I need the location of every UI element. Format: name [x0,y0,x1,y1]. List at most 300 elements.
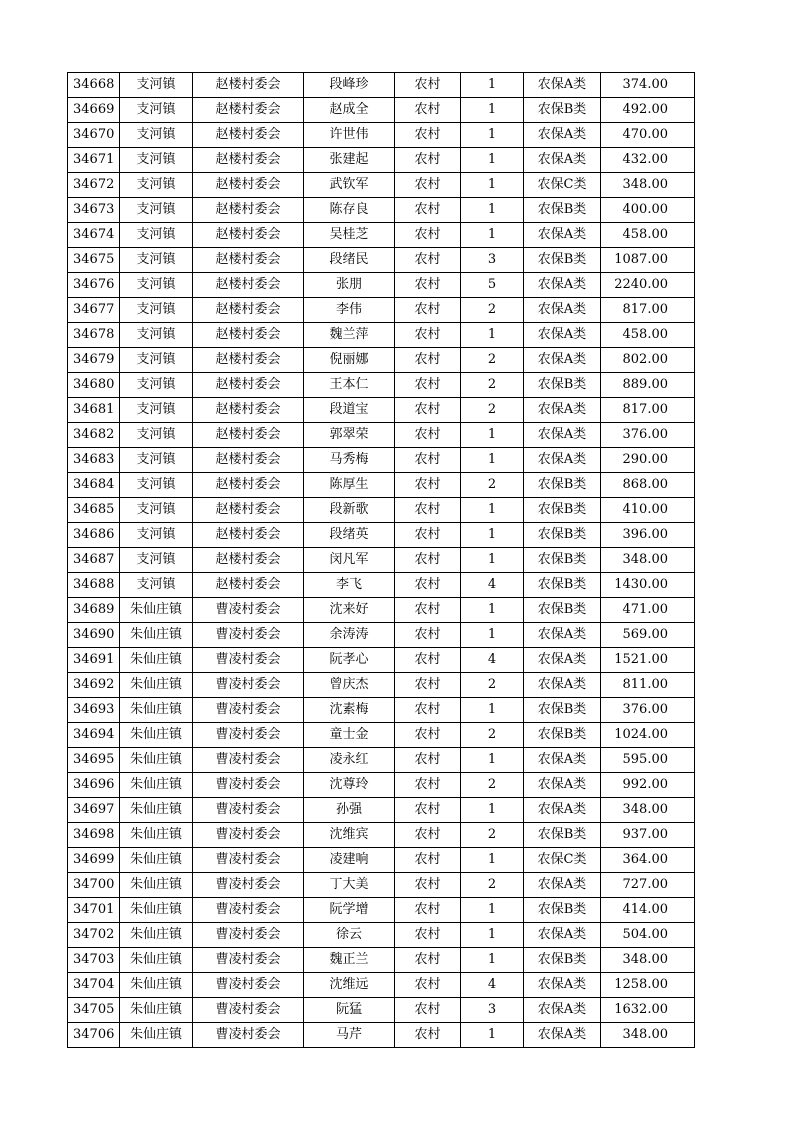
table-row [68,598,695,623]
cell-amount: 1632.00 [601,998,695,1023]
cell-town: 朱仙庄镇 [120,773,193,798]
cell-town: 支河镇 [120,398,193,423]
table-row [68,748,695,773]
cell-town: 支河镇 [120,573,193,598]
cell-village-committee: 赵楼村委会 [193,473,304,498]
cell-amount: 817.00 [601,298,695,323]
cell-amount: 364.00 [601,848,695,873]
cell-name: 沈来好 [304,598,395,623]
cell-row-id: 34687 [68,548,120,573]
cell-name: 段新歌 [304,498,395,523]
cell-name: 曾庆杰 [304,673,395,698]
cell-area-type: 农村 [395,473,461,498]
cell-row-id: 34669 [68,98,120,123]
cell-household-count: 1 [461,523,524,548]
cell-amount: 811.00 [601,673,695,698]
table-row [68,673,695,698]
cell-insurance-category: 农保A类 [524,398,601,423]
cell-household-count: 1 [461,198,524,223]
cell-amount: 376.00 [601,698,695,723]
cell-household-count: 4 [461,973,524,998]
cell-insurance-category: 农保B类 [524,823,601,848]
cell-town: 朱仙庄镇 [120,698,193,723]
cell-village-committee: 赵楼村委会 [193,73,304,98]
cell-insurance-category: 农保B类 [524,548,601,573]
cell-amount: 569.00 [601,623,695,648]
cell-row-id: 34677 [68,298,120,323]
cell-insurance-category: 农保A类 [524,348,601,373]
table-row [68,398,695,423]
cell-insurance-category: 农保C类 [524,848,601,873]
table-row [68,723,695,748]
cell-village-committee: 赵楼村委会 [193,98,304,123]
cell-insurance-category: 农保B类 [524,598,601,623]
cell-insurance-category: 农保B类 [524,523,601,548]
cell-insurance-category: 农保A类 [524,148,601,173]
cell-name: 陈存良 [304,198,395,223]
cell-household-count: 1 [461,698,524,723]
cell-area-type: 农村 [395,348,461,373]
table-row [68,698,695,723]
cell-town: 支河镇 [120,248,193,273]
cell-village-committee: 曹凌村委会 [193,973,304,998]
cell-row-id: 34675 [68,248,120,273]
cell-village-committee: 赵楼村委会 [193,373,304,398]
cell-row-id: 34696 [68,773,120,798]
cell-village-committee: 赵楼村委会 [193,448,304,473]
cell-row-id: 34692 [68,673,120,698]
cell-area-type: 农村 [395,698,461,723]
cell-name: 丁大美 [304,873,395,898]
cell-name: 沈维宾 [304,823,395,848]
cell-insurance-category: 农保A类 [524,623,601,648]
cell-name: 沈维远 [304,973,395,998]
cell-household-count: 1 [461,748,524,773]
cell-name: 闵凡军 [304,548,395,573]
cell-town: 朱仙庄镇 [120,723,193,748]
cell-amount: 868.00 [601,473,695,498]
table-row [68,173,695,198]
cell-village-committee: 曹凌村委会 [193,648,304,673]
cell-area-type: 农村 [395,848,461,873]
cell-name: 赵成全 [304,98,395,123]
cell-household-count: 2 [461,823,524,848]
cell-name: 阮孝心 [304,648,395,673]
cell-village-committee: 曹凌村委会 [193,923,304,948]
cell-area-type: 农村 [395,323,461,348]
cell-insurance-category: 农保B类 [524,373,601,398]
cell-area-type: 农村 [395,523,461,548]
cell-name: 李飞 [304,573,395,598]
cell-village-committee: 赵楼村委会 [193,223,304,248]
cell-amount: 727.00 [601,873,695,898]
table-body [68,73,695,1048]
cell-village-committee: 赵楼村委会 [193,498,304,523]
cell-name: 沈尊玲 [304,773,395,798]
table-row [68,198,695,223]
cell-household-count: 2 [461,673,524,698]
cell-village-committee: 赵楼村委会 [193,273,304,298]
cell-amount: 595.00 [601,748,695,773]
cell-name: 阮猛 [304,998,395,1023]
cell-row-id: 34704 [68,973,120,998]
cell-row-id: 34681 [68,398,120,423]
cell-household-count: 1 [461,223,524,248]
cell-amount: 1087.00 [601,248,695,273]
cell-household-count: 2 [461,723,524,748]
cell-town: 支河镇 [120,448,193,473]
cell-household-count: 2 [461,773,524,798]
cell-name: 张建起 [304,148,395,173]
cell-row-id: 34671 [68,148,120,173]
cell-name: 马芹 [304,1023,395,1048]
cell-name: 凌永红 [304,748,395,773]
cell-area-type: 农村 [395,898,461,923]
cell-row-id: 34700 [68,873,120,898]
cell-insurance-category: 农保A类 [524,673,601,698]
cell-row-id: 34702 [68,923,120,948]
cell-amount: 374.00 [601,73,695,98]
cell-village-committee: 赵楼村委会 [193,348,304,373]
cell-name: 倪丽娜 [304,348,395,373]
cell-household-count: 1 [461,448,524,473]
cell-amount: 348.00 [601,173,695,198]
cell-village-committee: 曹凌村委会 [193,773,304,798]
table-row [68,473,695,498]
cell-area-type: 农村 [395,123,461,148]
cell-amount: 1258.00 [601,973,695,998]
cell-area-type: 农村 [395,298,461,323]
cell-household-count: 1 [461,73,524,98]
cell-name: 王本仁 [304,373,395,398]
cell-name: 阮学增 [304,898,395,923]
cell-town: 朱仙庄镇 [120,998,193,1023]
cell-town: 朱仙庄镇 [120,973,193,998]
cell-amount: 2240.00 [601,273,695,298]
cell-town: 支河镇 [120,123,193,148]
table-row [68,523,695,548]
cell-row-id: 34694 [68,723,120,748]
cell-household-count: 2 [461,398,524,423]
cell-area-type: 农村 [395,398,461,423]
cell-amount: 432.00 [601,148,695,173]
cell-insurance-category: 农保B类 [524,723,601,748]
cell-village-committee: 赵楼村委会 [193,248,304,273]
cell-name: 段峰珍 [304,73,395,98]
table-row [68,248,695,273]
cell-area-type: 农村 [395,573,461,598]
cell-name: 孙强 [304,798,395,823]
cell-town: 朱仙庄镇 [120,623,193,648]
cell-town: 朱仙庄镇 [120,923,193,948]
cell-name: 段绪英 [304,523,395,548]
cell-row-id: 34698 [68,823,120,848]
table-row [68,923,695,948]
cell-town: 支河镇 [120,523,193,548]
cell-amount: 348.00 [601,548,695,573]
table-row [68,798,695,823]
cell-insurance-category: 农保A类 [524,223,601,248]
cell-row-id: 34670 [68,123,120,148]
cell-village-committee: 曹凌村委会 [193,598,304,623]
cell-area-type: 农村 [395,248,461,273]
cell-insurance-category: 农保B类 [524,198,601,223]
cell-insurance-category: 农保B类 [524,498,601,523]
table-row [68,773,695,798]
cell-row-id: 34686 [68,523,120,548]
cell-name: 余涛涛 [304,623,395,648]
cell-amount: 396.00 [601,523,695,548]
table-row [68,73,695,98]
table-row [68,898,695,923]
cell-amount: 290.00 [601,448,695,473]
table-row [68,998,695,1023]
cell-village-committee: 曹凌村委会 [193,1023,304,1048]
cell-name: 沈素梅 [304,698,395,723]
cell-town: 朱仙庄镇 [120,798,193,823]
cell-area-type: 农村 [395,173,461,198]
cell-insurance-category: 农保A类 [524,773,601,798]
cell-village-committee: 曹凌村委会 [193,823,304,848]
cell-insurance-category: 农保A类 [524,423,601,448]
cell-village-committee: 赵楼村委会 [193,173,304,198]
cell-insurance-category: 农保A类 [524,923,601,948]
cell-town: 朱仙庄镇 [120,748,193,773]
cell-town: 朱仙庄镇 [120,823,193,848]
table-row [68,448,695,473]
cell-area-type: 农村 [395,798,461,823]
cell-household-count: 1 [461,323,524,348]
cell-village-committee: 赵楼村委会 [193,123,304,148]
table-row [68,148,695,173]
cell-row-id: 34688 [68,573,120,598]
cell-amount: 1024.00 [601,723,695,748]
cell-area-type: 农村 [395,923,461,948]
cell-insurance-category: 农保B类 [524,698,601,723]
cell-household-count: 1 [461,923,524,948]
cell-name: 段道宝 [304,398,395,423]
table-row [68,348,695,373]
cell-row-id: 34668 [68,73,120,98]
cell-insurance-category: 农保A类 [524,298,601,323]
cell-village-committee: 曹凌村委会 [193,673,304,698]
cell-row-id: 34680 [68,373,120,398]
cell-row-id: 34672 [68,173,120,198]
cell-insurance-category: 农保A类 [524,873,601,898]
table-row [68,1023,695,1048]
cell-area-type: 农村 [395,448,461,473]
cell-name: 魏正兰 [304,948,395,973]
cell-row-id: 34679 [68,348,120,373]
cell-household-count: 4 [461,573,524,598]
cell-insurance-category: 农保A类 [524,998,601,1023]
cell-amount: 400.00 [601,198,695,223]
cell-village-committee: 赵楼村委会 [193,148,304,173]
cell-name: 郭翠荣 [304,423,395,448]
table-row [68,323,695,348]
cell-row-id: 34690 [68,623,120,648]
cell-name: 段绪民 [304,248,395,273]
cell-name: 吴桂芝 [304,223,395,248]
cell-insurance-category: 农保A类 [524,123,601,148]
cell-village-committee: 曹凌村委会 [193,873,304,898]
table-row [68,548,695,573]
cell-insurance-category: 农保B类 [524,898,601,923]
cell-household-count: 2 [461,373,524,398]
cell-amount: 1521.00 [601,648,695,673]
cell-amount: 471.00 [601,598,695,623]
cell-village-committee: 赵楼村委会 [193,423,304,448]
cell-area-type: 农村 [395,998,461,1023]
cell-village-committee: 赵楼村委会 [193,298,304,323]
cell-amount: 492.00 [601,98,695,123]
cell-town: 支河镇 [120,73,193,98]
cell-town: 支河镇 [120,198,193,223]
cell-amount: 348.00 [601,798,695,823]
cell-area-type: 农村 [395,823,461,848]
cell-amount: 414.00 [601,898,695,923]
table-row [68,223,695,248]
cell-town: 朱仙庄镇 [120,598,193,623]
cell-household-count: 1 [461,498,524,523]
cell-name: 张朋 [304,273,395,298]
cell-area-type: 农村 [395,973,461,998]
cell-household-count: 1 [461,123,524,148]
cell-area-type: 农村 [395,873,461,898]
cell-household-count: 1 [461,173,524,198]
cell-amount: 817.00 [601,398,695,423]
cell-row-id: 34685 [68,498,120,523]
cell-area-type: 农村 [395,73,461,98]
cell-amount: 889.00 [601,373,695,398]
cell-household-count: 5 [461,273,524,298]
cell-area-type: 农村 [395,623,461,648]
cell-household-count: 1 [461,598,524,623]
table-row [68,298,695,323]
cell-town: 支河镇 [120,473,193,498]
cell-village-committee: 曹凌村委会 [193,898,304,923]
cell-area-type: 农村 [395,423,461,448]
cell-village-committee: 赵楼村委会 [193,548,304,573]
cell-village-committee: 赵楼村委会 [193,323,304,348]
table-row [68,498,695,523]
cell-household-count: 1 [461,148,524,173]
cell-town: 支河镇 [120,148,193,173]
table-row [68,823,695,848]
cell-name: 凌建响 [304,848,395,873]
cell-area-type: 农村 [395,548,461,573]
cell-row-id: 34683 [68,448,120,473]
cell-town: 朱仙庄镇 [120,848,193,873]
cell-row-id: 34678 [68,323,120,348]
cell-town: 支河镇 [120,548,193,573]
cell-amount: 376.00 [601,423,695,448]
table-row [68,623,695,648]
table-row [68,573,695,598]
cell-insurance-category: 农保C类 [524,173,601,198]
table-row [68,973,695,998]
cell-insurance-category: 农保B类 [524,573,601,598]
cell-household-count: 1 [461,948,524,973]
cell-row-id: 34701 [68,898,120,923]
cell-area-type: 农村 [395,948,461,973]
cell-town: 朱仙庄镇 [120,1023,193,1048]
cell-row-id: 34676 [68,273,120,298]
cell-name: 马秀梅 [304,448,395,473]
table-row [68,98,695,123]
cell-household-count: 1 [461,423,524,448]
table-row [68,873,695,898]
cell-insurance-category: 农保A类 [524,648,601,673]
cell-town: 支河镇 [120,348,193,373]
cell-row-id: 34673 [68,198,120,223]
cell-name: 童士金 [304,723,395,748]
cell-name: 徐云 [304,923,395,948]
cell-village-committee: 曹凌村委会 [193,623,304,648]
cell-town: 支河镇 [120,298,193,323]
cell-insurance-category: 农保A类 [524,798,601,823]
cell-town: 支河镇 [120,173,193,198]
cell-insurance-category: 农保A类 [524,273,601,298]
table-row [68,848,695,873]
cell-area-type: 农村 [395,198,461,223]
cell-area-type: 农村 [395,1023,461,1048]
cell-town: 朱仙庄镇 [120,948,193,973]
cell-household-count: 1 [461,798,524,823]
cell-row-id: 34691 [68,648,120,673]
cell-insurance-category: 农保A类 [524,448,601,473]
cell-area-type: 农村 [395,598,461,623]
cell-town: 朱仙庄镇 [120,873,193,898]
cell-household-count: 2 [461,348,524,373]
cell-name: 许世伟 [304,123,395,148]
cell-amount: 410.00 [601,498,695,523]
table-row [68,948,695,973]
table-row [68,373,695,398]
cell-amount: 348.00 [601,948,695,973]
cell-village-committee: 曹凌村委会 [193,998,304,1023]
cell-village-committee: 赵楼村委会 [193,523,304,548]
cell-row-id: 34706 [68,1023,120,1048]
cell-town: 朱仙庄镇 [120,898,193,923]
cell-village-committee: 曹凌村委会 [193,698,304,723]
cell-row-id: 34693 [68,698,120,723]
table-row [68,648,695,673]
cell-amount: 992.00 [601,773,695,798]
cell-insurance-category: 农保B类 [524,473,601,498]
cell-name: 武钦军 [304,173,395,198]
cell-town: 支河镇 [120,373,193,398]
cell-amount: 802.00 [601,348,695,373]
cell-insurance-category: 农保A类 [524,973,601,998]
cell-area-type: 农村 [395,748,461,773]
cell-area-type: 农村 [395,98,461,123]
cell-household-count: 1 [461,1023,524,1048]
cell-amount: 458.00 [601,323,695,348]
cell-insurance-category: 农保A类 [524,73,601,98]
cell-row-id: 34699 [68,848,120,873]
cell-household-count: 4 [461,648,524,673]
cell-name: 陈厚生 [304,473,395,498]
cell-village-committee: 曹凌村委会 [193,848,304,873]
cell-town: 支河镇 [120,498,193,523]
cell-area-type: 农村 [395,673,461,698]
cell-town: 朱仙庄镇 [120,648,193,673]
cell-village-committee: 赵楼村委会 [193,573,304,598]
cell-town: 支河镇 [120,323,193,348]
cell-insurance-category: 农保B类 [524,948,601,973]
cell-household-count: 1 [461,548,524,573]
